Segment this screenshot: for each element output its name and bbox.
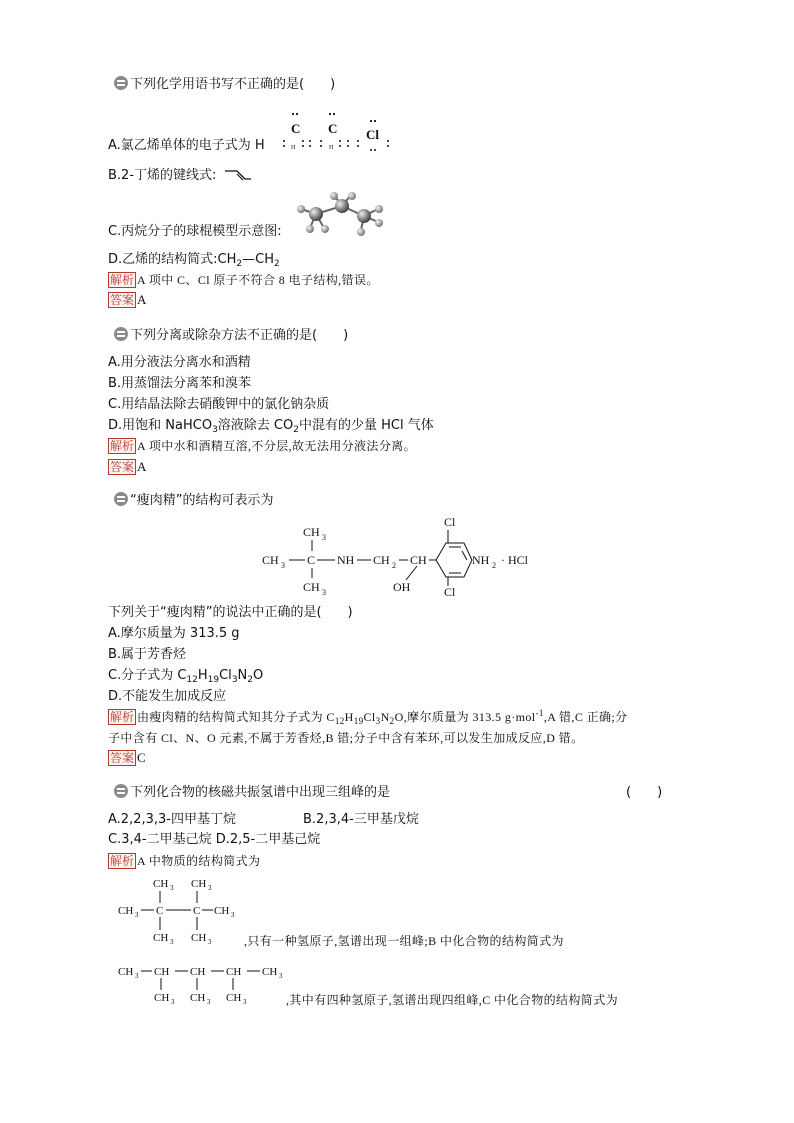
formula-h1: H [291, 145, 296, 151]
q3-analysis-line2: 子中含有 Cl、N、O 元素,不属于芳香烃,B 错;分子中含有苯环,可以发生加成反应,D 错。 [108, 731, 584, 745]
analysis-badge: 解析 [110, 710, 135, 724]
svg-text:CH: CH [214, 905, 230, 917]
q3-option-c[interactable]: C.分子式为 $C_{12}H_{19}Cl_3N_2O$ [108, 668, 264, 685]
q3-question: 下列关于“瘦肉精”的说法中正确的是( ) [108, 605, 353, 620]
svg-text:CH: CH [410, 553, 427, 567]
svg-text:3: 3 [171, 998, 175, 1006]
answer-badge: 答案 [110, 293, 135, 307]
svg-text:CH: CH [262, 553, 279, 567]
question-number-icon [114, 492, 128, 506]
svg-text:CH: CH [303, 525, 320, 539]
formula-cl: Cl [366, 127, 379, 142]
q3-option-d[interactable]: D.不能发生加成反应 [108, 689, 227, 704]
svg-text:3: 3 [207, 998, 211, 1006]
svg-text:3: 3 [135, 972, 139, 980]
answer-badge: 答案 [110, 751, 135, 765]
analysis-badge: 解析 [110, 273, 135, 287]
svg-text:CH: CH [118, 966, 134, 978]
analysis-badge: 解析 [110, 854, 135, 868]
svg-text:CH: CH [118, 905, 134, 917]
svg-text:OH: OH [393, 580, 411, 594]
svg-text:3: 3 [170, 938, 174, 946]
svg-text:CH: CH [226, 966, 242, 978]
q2-option-d[interactable]: D.用饱和 NaHCO$_3$溶液除去 $CO_2$中混有的少量 HCl 气体 [108, 418, 434, 435]
svg-text:3: 3 [208, 884, 212, 892]
q4-option-cd[interactable]: C.3,4-二甲基己烷 D.2,5-二甲基己烷 [108, 832, 321, 847]
svg-text:2: 2 [492, 561, 496, 570]
svg-text:CH: CH [154, 966, 170, 978]
q3-analysis-line1: 解析 由瘦肉精的结构简式知其分子式为 $C_{12}H_{19}Cl_3N_2O$,摩尔质量为 313.5 g·mol$^{-1}$,A 错,C 正确;分 [110, 708, 628, 726]
svg-text:CH: CH [153, 878, 169, 890]
q4-analysis-line2: ,只有一种氢原子,氢谱出现一组峰;B 中化合物的结构简式为 [244, 934, 564, 948]
question-number-icon [114, 784, 128, 798]
svg-text:CH: CH [191, 878, 207, 890]
q1-option-d[interactable]: D.乙烯的结构简式$:CH_2—CH_2$ [108, 252, 280, 269]
svg-text:CH: CH [262, 966, 278, 978]
q1-option-b[interactable]: B.2-丁烯的键线式: [108, 168, 217, 183]
svg-text:CH: CH [191, 932, 207, 944]
analysis-badge: 解析 [110, 439, 135, 453]
svg-text:C: C [307, 553, 316, 567]
svg-text:· HCl: · HCl [501, 553, 528, 567]
svg-text:3: 3 [281, 561, 285, 570]
svg-text:Cl: Cl [444, 515, 456, 529]
formula-h2: H [329, 145, 334, 151]
q4-analysis-line1: 解析 A 中物质的结构简式为 [110, 854, 261, 868]
q1-option-c[interactable]: C.丙烷分子的球棍模型示意图: [108, 224, 282, 239]
q4-stem: 下列化合物的核磁共振氢谱中出现三组峰的是 [114, 784, 390, 802]
svg-text:3: 3 [231, 911, 235, 919]
q1-stem: 下列化学用语书写不正确的是( ) [114, 76, 335, 94]
q4-paren: ( ) [626, 785, 663, 800]
svg-text:3: 3 [135, 911, 139, 919]
formula-c2: C [328, 121, 338, 136]
clenbuterol-structure [258, 514, 548, 604]
svg-text:CH: CH [153, 932, 169, 944]
svg-text:CH: CH [226, 992, 242, 1004]
formula-c1: C [291, 121, 301, 136]
q4-analysis-line3: ,其中有四种氢原子,氢谱出现四组峰,C 中化合物的结构简式为 [286, 993, 619, 1007]
q3-stem: “瘦肉精”的结构可表示为 [114, 492, 273, 510]
q4-option-b[interactable]: B.2,3,4-三甲基戊烷 [303, 812, 419, 827]
svg-text:3: 3 [279, 972, 283, 980]
structure-a [116, 874, 246, 946]
q2-stem: 下列分离或除杂方法不正确的是( ) [114, 327, 348, 345]
svg-text:CH: CH [303, 580, 320, 594]
svg-text:NH: NH [472, 553, 490, 567]
svg-text:NH: NH [337, 553, 355, 567]
svg-text:CH: CH [373, 553, 390, 567]
q2-option-a[interactable]: A.用分液法分离水和酒精 [108, 355, 251, 370]
electron-formula [278, 108, 398, 154]
svg-text:CH: CH [154, 992, 170, 1004]
q1-option-a[interactable]: A.氯乙烯单体的电子式为 H [108, 138, 265, 153]
svg-text:3: 3 [208, 938, 212, 946]
svg-text:3: 3 [243, 998, 247, 1006]
question-number-icon [114, 327, 128, 341]
q1-analysis: 解析 A 项中 C、Cl 原子不符合 8 电子结构,错误。 [110, 273, 379, 287]
svg-text:CH: CH [190, 992, 206, 1004]
q2-option-c[interactable]: C.用结晶法除去硝酸钾中的氯化钠杂质 [108, 397, 330, 412]
svg-text:3: 3 [322, 588, 326, 597]
svg-text:CH: CH [190, 966, 206, 978]
q3-answer: 答案 C [110, 750, 146, 765]
q2-analysis: 解析 A 项中水和酒精互溶,不分层,故无法用分液法分离。 [110, 439, 417, 453]
svg-text:C: C [156, 905, 164, 917]
q2-option-b[interactable]: B.用蒸馏法分离苯和溴苯 [108, 376, 252, 391]
q1-answer: 答案 A [110, 292, 147, 307]
butene-skeletal-icon [224, 168, 252, 182]
question-number-icon [114, 76, 128, 90]
q2-answer: 答案 A [110, 459, 147, 474]
svg-text:2: 2 [392, 561, 396, 570]
svg-text:3: 3 [170, 884, 174, 892]
svg-text:C: C [193, 905, 201, 917]
svg-text:Cl: Cl [444, 585, 456, 599]
q3-option-a[interactable]: A.摩尔质量为 313.5 g [108, 626, 240, 641]
svg-text:3: 3 [322, 533, 326, 542]
answer-badge: 答案 [110, 460, 135, 474]
structure-b [116, 958, 286, 1006]
propane-ball-stick-model [294, 192, 386, 240]
q3-option-b[interactable]: B.属于芳香烃 [108, 647, 187, 662]
q4-option-a[interactable]: A.2,2,3,3-四甲基丁烷 [108, 812, 236, 827]
